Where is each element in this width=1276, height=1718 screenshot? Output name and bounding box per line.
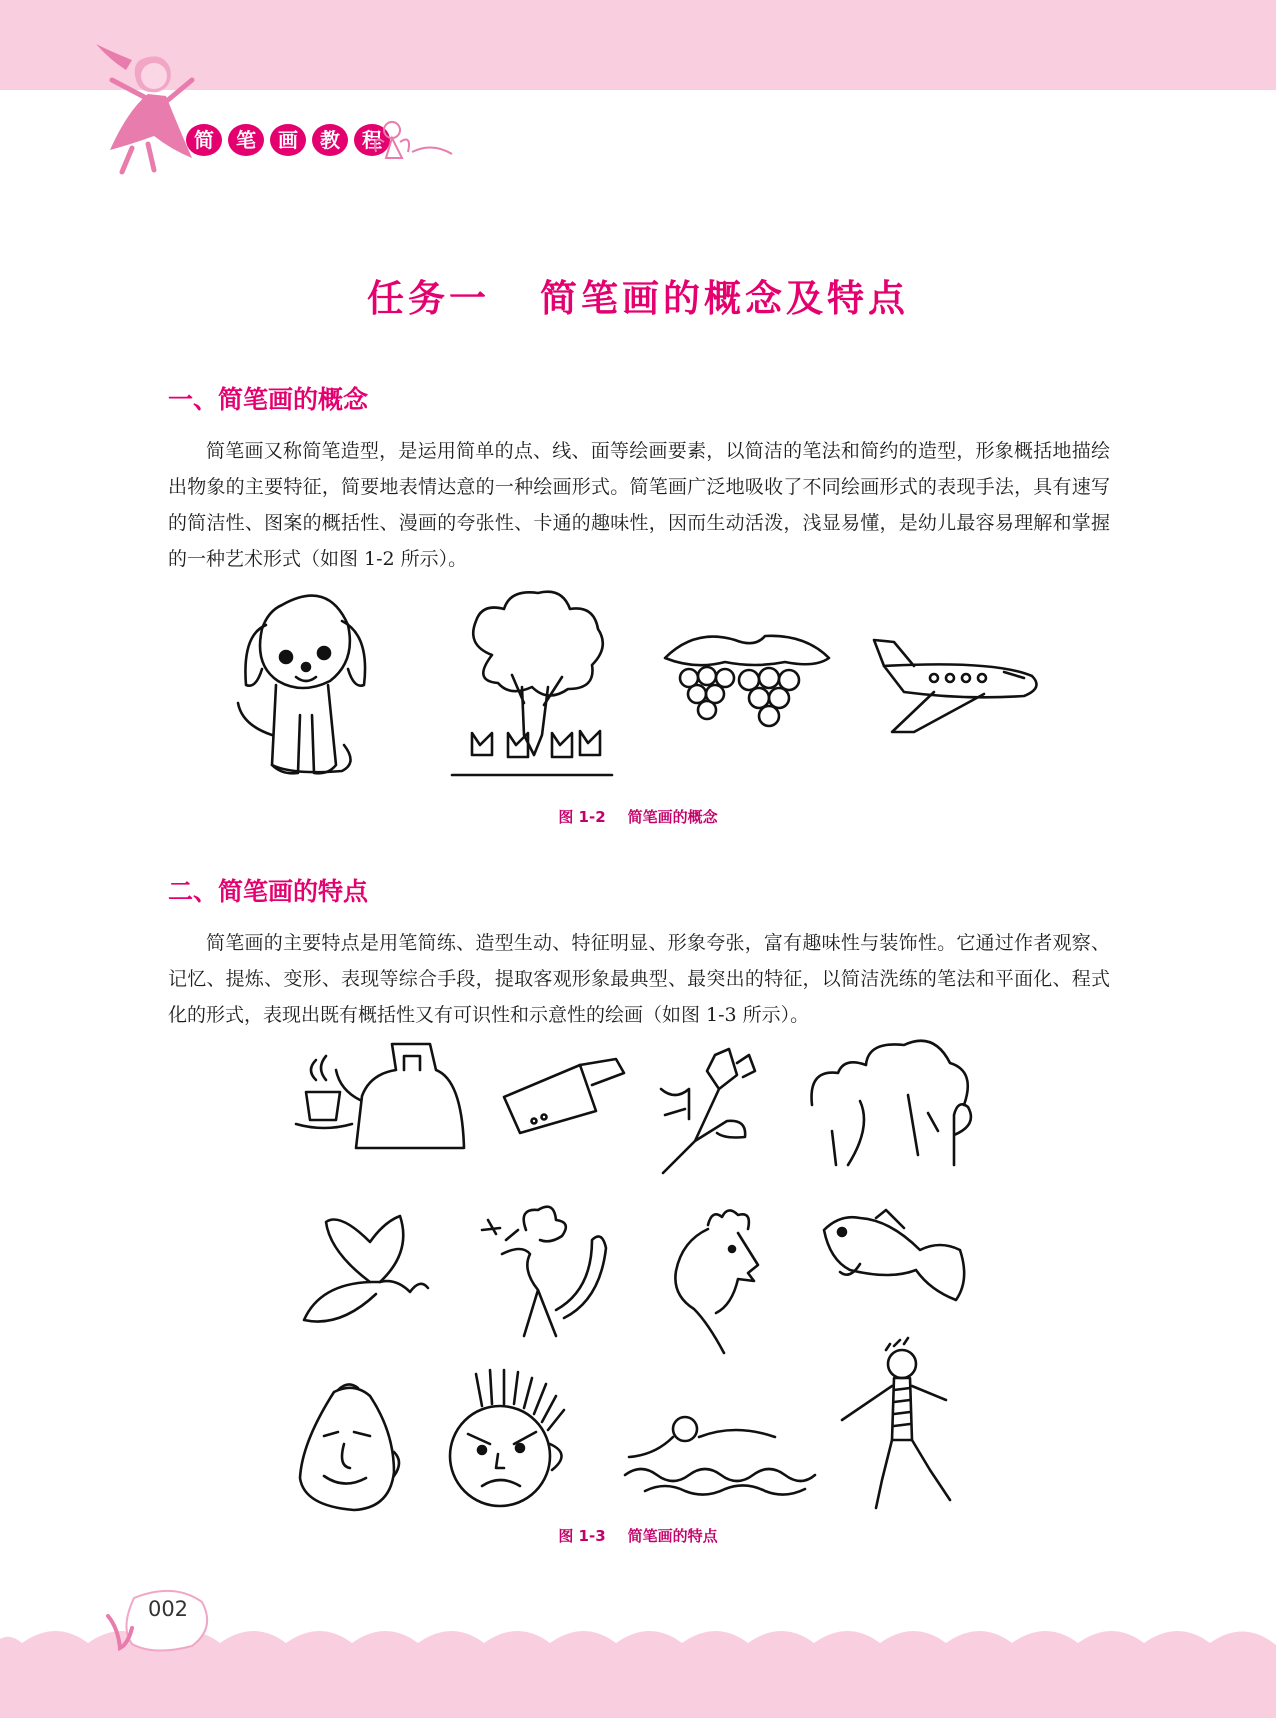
title-char-5: 程 bbox=[354, 124, 390, 156]
grapes-drawing bbox=[665, 628, 830, 748]
angry-face-drawing bbox=[446, 1370, 576, 1510]
task-title bbox=[0, 268, 1276, 322]
cleaver-drawing bbox=[500, 1055, 630, 1135]
title-char-3: 画 bbox=[270, 124, 306, 156]
old-man-face-drawing bbox=[294, 1382, 404, 1512]
fish-drawing bbox=[820, 1210, 970, 1310]
dog-drawing bbox=[232, 585, 372, 790]
figure-1-3-label: 图 1-3 bbox=[558, 1527, 606, 1545]
header-fairy-illustration bbox=[372, 112, 462, 172]
figure-1-2-title: 简笔画的概念 bbox=[627, 808, 718, 826]
walking-man-drawing bbox=[842, 1340, 962, 1510]
swimmer-drawing bbox=[625, 1415, 815, 1495]
rooster-drawing bbox=[668, 1205, 768, 1355]
book-title-header bbox=[186, 124, 390, 156]
teapot-and-cup-drawing bbox=[296, 1040, 466, 1155]
section-heading-concept: 一、简笔画的概念 bbox=[168, 385, 369, 414]
task-name: 简笔画的概念及特点 bbox=[540, 277, 909, 320]
title-char-1: 简 bbox=[186, 124, 222, 156]
figure-1-3-title: 简笔画的特点 bbox=[627, 1527, 718, 1545]
paragraph-features: 简笔画的主要特点是用笔简练、造型生动、特征明显、形象夸张，富有趣味性与装饰性。它通过作者观察、记忆、提炼、变形、表现等综合手段，提取客观形象最典型、最突出的特征，以简洁洗练的笔法和平面化、程式化的形式，表现出既有概括性又有可识性和示意性的绘画（如图 1-3 所示）。 bbox=[168, 932, 1110, 1026]
cat-with-flower-drawing bbox=[482, 1200, 612, 1340]
title-char-4: 教 bbox=[312, 124, 348, 156]
trees-drawing bbox=[808, 1035, 983, 1170]
tree-with-tulips-drawing bbox=[452, 585, 612, 785]
airplane-drawing bbox=[874, 636, 1044, 736]
page-number: 002 bbox=[147, 1597, 189, 1621]
figure-1-2-caption bbox=[0, 806, 1276, 827]
title-char-2: 笔 bbox=[228, 124, 264, 156]
flowers-drawing bbox=[655, 1045, 760, 1175]
task-number: 任务一 bbox=[367, 277, 490, 320]
figure-1-2-label: 图 1-2 bbox=[558, 808, 606, 826]
bottom-decorative-band bbox=[0, 1660, 1276, 1718]
section-heading-features: 二、简笔画的特点 bbox=[168, 877, 369, 906]
figure-1-3-caption bbox=[0, 1525, 1276, 1546]
butterfly-drawing bbox=[300, 1212, 430, 1332]
paragraph-concept: 简笔画又称简笔造型，是运用简单的点、线、面等绘画要素，以简洁的笔法和简约的造型，形象概括地描绘出物象的主要特征，简要地表情达意的一种绘画形式。简笔画广泛地吸收了不同绘画形式的表现手法，具有速写的简洁性、图案的概括性、漫画的夸张性、卡通的趣味性，因而生动活泼，浅显易懂，是幼儿最容易理解和掌握的一种艺术形式（如图 1-2 所示）。 bbox=[168, 440, 1110, 570]
